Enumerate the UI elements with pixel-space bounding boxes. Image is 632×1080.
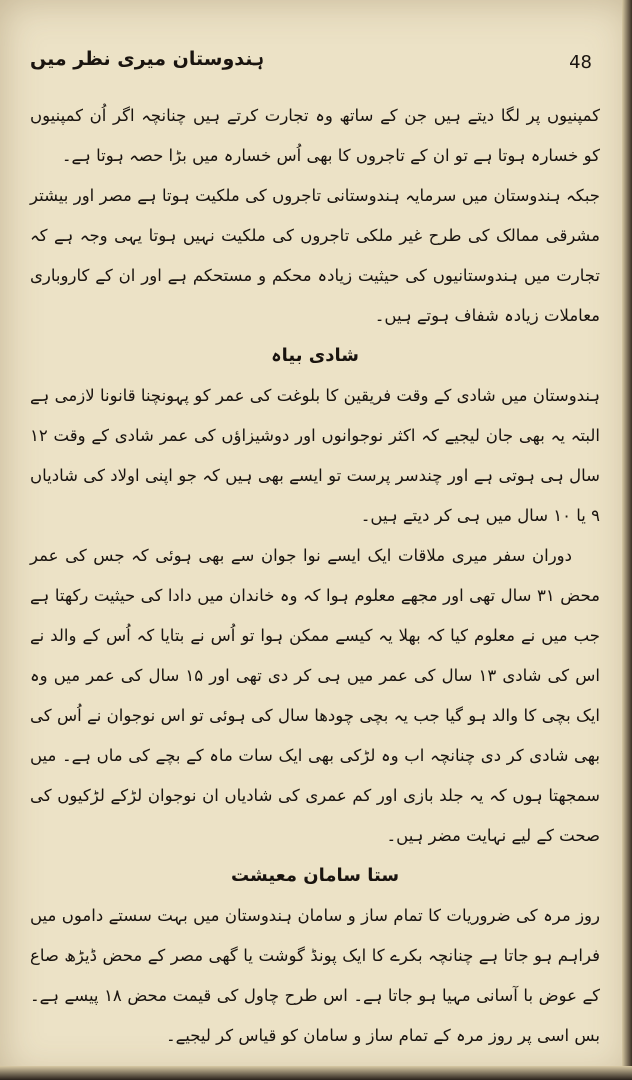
page-number: 48	[569, 52, 592, 73]
paragraph-daily-prices: روز مرہ کی ضروریات کا تمام ساز و سامان ہندوستان میں بہت سستے داموں میں فراہم ہو جاتا ہے چنانچہ بکرے کا ایک پونڈ گوشت یا گھی مصر کے محض ڈیڑھ صاع کے عوض با آسانی مہیا ہو جاتا ہے۔ اس طرح چاول کی قیمت محض ۱۸ پیسے ہے۔ بس اسی پر روز مرہ کے تمام ساز و سامان کو قیاس کر لیجیے۔	[30, 906, 600, 1045]
running-title: ہندوستان میری نظر میں	[30, 48, 265, 70]
section-heading-cheap-living: ستا سامان معیشت	[230, 865, 400, 886]
paragraph-companies-loss: کمپنیوں پر لگا دیتے ہیں جن کے ساتھ وہ تجارت کرتے ہیں چنانچہ اگر اُن کمپنیوں کو خسارہ ہوتا ہے تو ان کے تاجروں کا بھی اُس خسارہ میں بڑا حصہ ہوتا ہے۔	[30, 106, 600, 165]
page-header	[30, 48, 592, 88]
page-edge-shadow-right	[622, 0, 632, 1080]
paragraph-marriage-age: ہندوستان میں شادی کے وقت فریقین کا بلوغت کی عمر کو پہونچنا قانونا لازمی ہے البتہ یہ بھی جان لیجیے کہ اکثر نوجوانوں اور دوشیزاؤں کی عمر شادی کے وقت ۱۲ سال ہی ہوتی ہے اور چندسر پرست تو ایسے بھی ہیں کہ جو اپنی اولاد کی شادیاں ۹ یا ۱۰ سال میں ہی کر دیتے ہیں۔	[30, 386, 600, 525]
page-body	[30, 96, 600, 1056]
page-edge-shadow-bottom	[0, 1066, 632, 1080]
section-heading-marriage: شادی بیاہ	[271, 345, 359, 366]
paragraph-capital-ownership: جبکہ ہندوستان میں سرمایہ ہندوستانی تاجروں کی ملکیت ہوتا ہے مصر اور بیشتر مشرقی ممالک کی طرح غیر ملکی تاجروں کی ملکیت نہیں ہوتا یہی وجہ ہے کہ تجارت میں ہندوستانیوں کی حیثیت زیادہ محکم و مستحکم ہے اور ان کے کاروباری معاملات زیادہ شفاف ہوتے ہیں۔	[30, 186, 600, 325]
paragraph-young-grandfather: دوران سفر میری ملاقات ایک ایسے نوا جوان سے بھی ہوئی کہ جس کی عمر محض ۳۱ سال تھی اور مجھے معلوم ہوا کہ وہ خاندان میں دادا کی حیثیت رکھتا ہے جب میں نے معلوم کیا کہ بھلا یہ کیسے ممکن ہوا تو اُس نے بتایا کہ اُس کے والد نے اس کی شادی ۱۳ سال کی عمر میں ہی کر دی تھی اور ۱۵ سال کی عمر میں وہ ایک بچی کا والد ہو گیا جب یہ بچی چودھا سال کی ہوئی تو اس نوجوان نے اُس کی بھی شادی کر دی چنانچہ اب وہ لڑکی بھی ایک سات ماہ کے بچے کی ماں ہے۔ میں سمجھتا ہوں کہ یہ جلد بازی اور کم عمری کی شادیاں ان نوجوان لڑکے لڑکیوں کی صحت کے لیے نہایت مضر ہیں۔	[30, 546, 600, 845]
